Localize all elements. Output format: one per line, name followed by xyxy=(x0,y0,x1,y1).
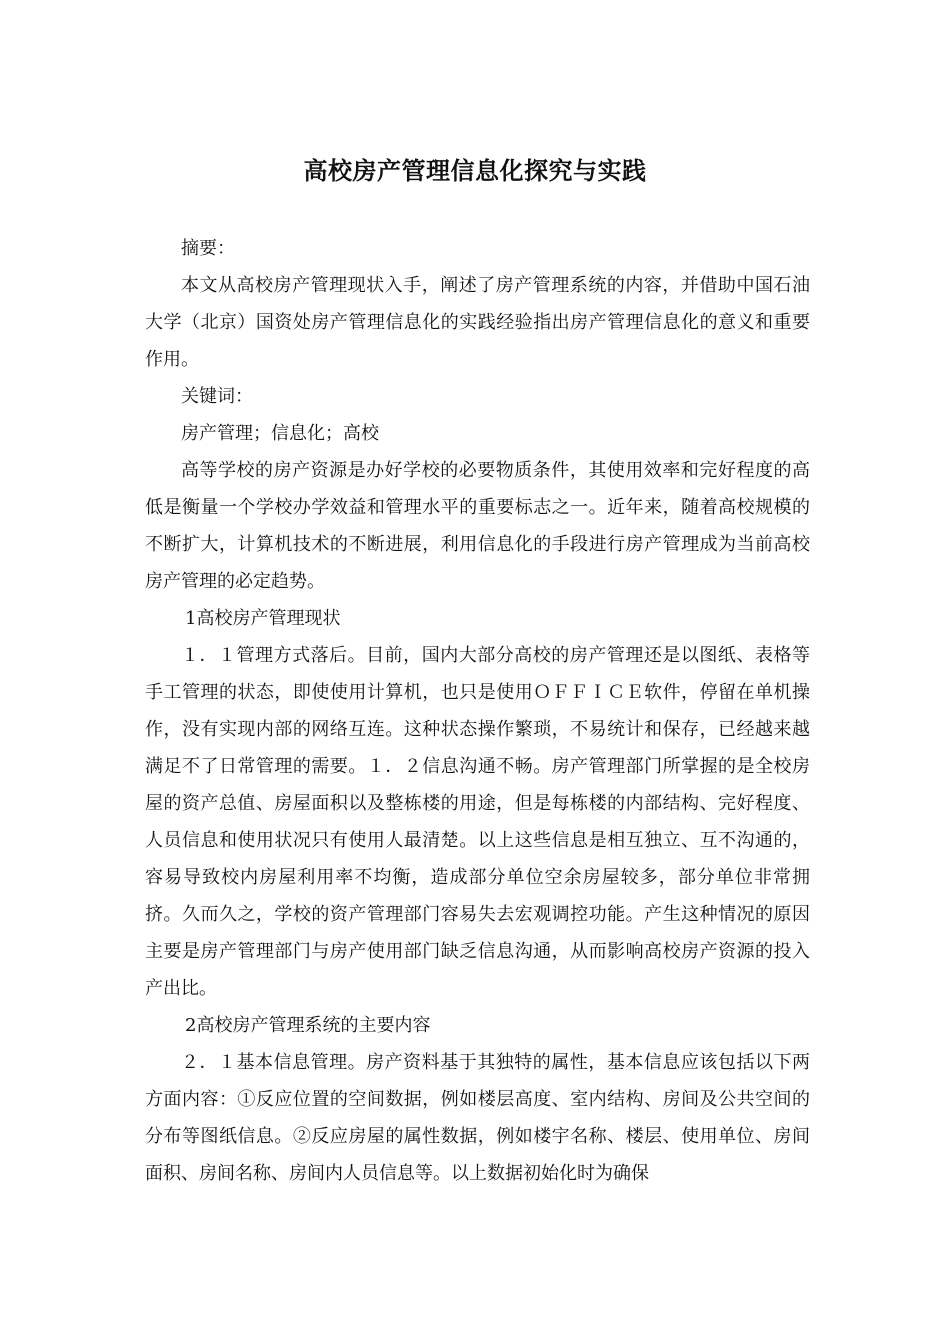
document-body xyxy=(145,230,810,1192)
section-1-heading: 1高校房产管理现状 xyxy=(185,608,341,629)
section-1-paragraph: １．１管理方式落后。目前，国内大部分高校的房产管理还是以图纸、表格等手工管理的状态，即使使用计算机，也只是使用ＯＦＦＩＣＥ软件，停留在单机操作，没有实现内部的网络互连。这种状态操作繁琐，不易统计和保存，已经越来越满足不了日常管理的需要。１．２信息沟通不畅。房产管理部门所掌握的是全校房屋的资产总值、房屋面积以及整栋楼的用途，但是每栋楼的内部结构、完好程度、人员信息和使用状况只有使用人最清楚。以上这些信息是相互独立、互不沟通的，容易导致校内房屋利用率不均衡，造成部分单位空余房屋较多，部分单位非常拥挤。久而久之，学校的资产管理部门容易失去宏观调控功能。产生这种情况的原因主要是房产管理部门与房产使用部门缺乏信息沟通，从而影响高校房产资源的投入产出比。 xyxy=(145,645,810,999)
keywords-label: 关键词： xyxy=(181,386,253,407)
section-2-heading: 2高校房产管理系统的主要内容 xyxy=(185,1015,431,1036)
document-title: 高校房产管理信息化探究与实践 xyxy=(303,156,647,185)
abstract-text: 本文从高校房产管理现状入手，阐述了房产管理系统的内容，并借助中国石油大学（北京）国资处房产管理信息化的实践经验指出房产管理信息化的意义和重要作用。 xyxy=(145,275,810,370)
abstract-label: 摘要： xyxy=(181,238,235,259)
keywords-text: 房产管理；信息化；高校 xyxy=(181,423,379,444)
intro-paragraph: 高等学校的房产资源是办好学校的必要物质条件，其使用效率和完好程度的高低是衡量一个学校办学效益和管理水平的重要标志之一。近年来，随着高校规模的不断扩大，计算机技术的不断进展，利用信息化的手段进行房产管理成为当前高校房产管理的必定趋势。 xyxy=(145,460,810,592)
section-2-paragraph: ２．１基本信息管理。房产资料基于其独特的属性，基本信息应该包括以下两方面内容：①反应位置的空间数据，例如楼层高度、室内结构、房间及公共空间的分布等图纸信息。②反应房屋的属性数据，例如楼宇名称、楼层、使用单位、房间面积、房间名称、房间内人员信息等。以上数据初始化时为确保 xyxy=(145,1052,810,1184)
